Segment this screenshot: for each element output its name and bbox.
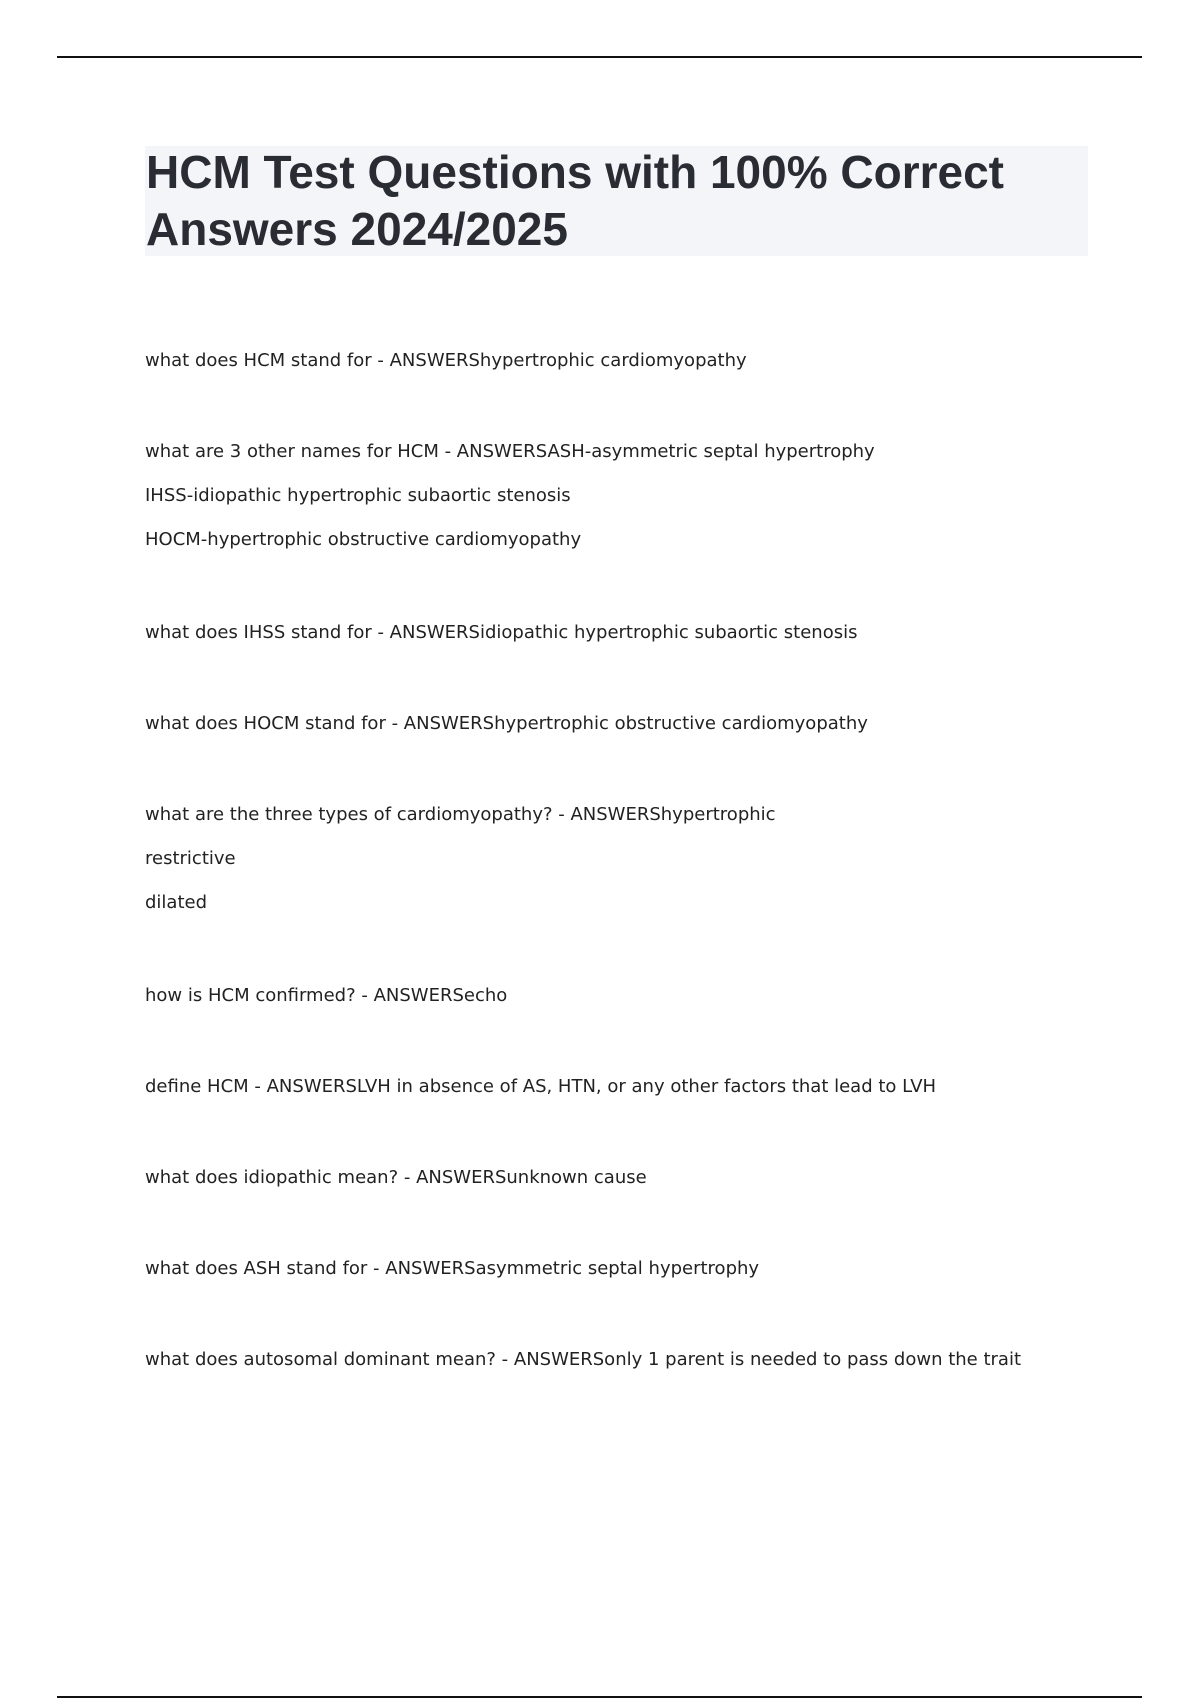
qa-line: HOCM-hypertrophic obstructive cardiomyopathy [145, 529, 582, 550]
qa-line: what does HOCM stand for - ANSWERShypertrophic obstructive cardiomyopathy [145, 713, 868, 734]
qa-item [145, 1258, 759, 1302]
qa-line: what does HCM stand for - ANSWERShypertrophic cardiomyopathy [145, 350, 747, 371]
qa-line: restrictive [145, 848, 236, 869]
qa-line: what are the three types of cardiomyopathy? - ANSWERShypertrophic [145, 804, 776, 825]
top-rule [57, 56, 1142, 58]
qa-item [145, 713, 868, 757]
qa-line: what does idiopathic mean? - ANSWERSunknown cause [145, 1167, 647, 1188]
qa-item [145, 1349, 1021, 1393]
page-title: HCM Test Questions with 100% Correct Answers 2024/2025 [146, 146, 1004, 255]
qa-line: how is HCM confirmed? - ANSWERSecho [145, 985, 508, 1006]
qa-line: what does IHSS stand for - ANSWERSidiopathic hypertrophic subaortic stenosis [145, 622, 858, 643]
qa-item [145, 985, 507, 1029]
qa-item [145, 350, 747, 394]
qa-item [145, 1076, 936, 1120]
qa-line: dilated [145, 892, 208, 913]
qa-line: what are 3 other names for HCM - ANSWERSASH-asymmetric septal hypertrophy [145, 441, 875, 462]
qa-line: define HCM - ANSWERSLVH in absence of AS, HTN, or any other factors that lead to LVH [145, 1076, 937, 1097]
qa-item [145, 1167, 647, 1211]
qa-line: what does ASH stand for - ANSWERSasymmetric septal hypertrophy [145, 1258, 760, 1279]
qa-item [145, 622, 857, 666]
bottom-rule [57, 1696, 1142, 1698]
qa-item [145, 804, 776, 936]
qa-item [145, 441, 875, 573]
qa-line: IHSS-idiopathic hypertrophic subaortic stenosis [145, 485, 571, 506]
qa-line: what does autosomal dominant mean? - ANSWERSonly 1 parent is needed to pass down the trait [145, 1349, 1022, 1370]
